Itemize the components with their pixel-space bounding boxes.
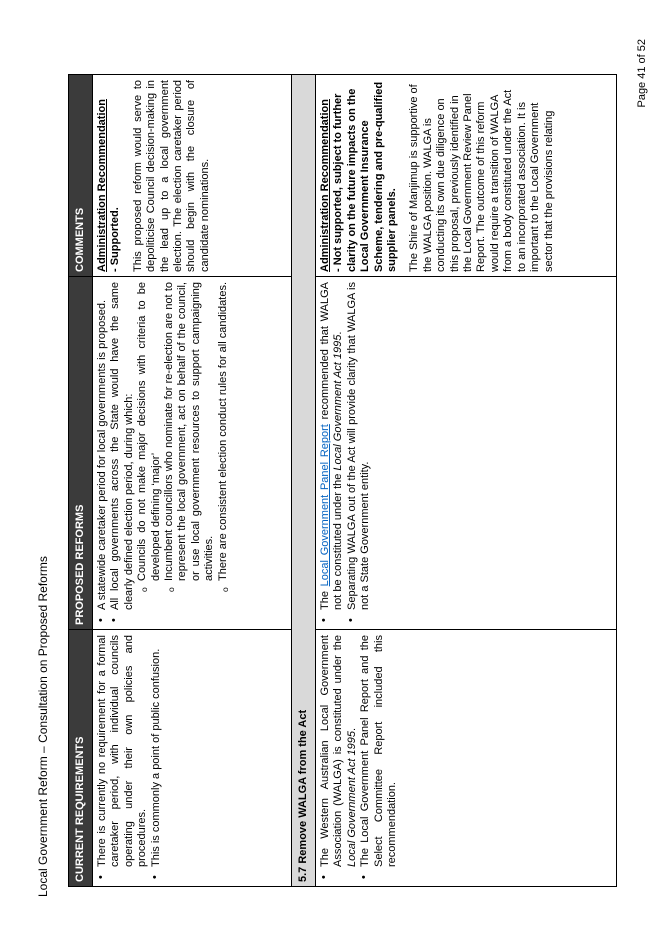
page-number: Page 41 of 52 [636,39,648,108]
section-header-row-5-7 [292,75,316,887]
cell-caretaker-current [93,630,292,887]
cell-caretaker-comments [93,75,292,277]
admin-recommendation-verdict: - Not supported, subject to further clarity on the future impacts on the Local Government Insurance Scheme, tendering and pre-qualified supplier panels. [332,81,399,272]
act-name-italic: Local Government Act 1995 [345,731,358,867]
sub-bullet-item: o Councils do not make major decisions with criteria to be developed defining ‘major’ [136,282,163,596]
bullet-list [96,635,163,882]
comments-paragraph: The Shire of Manjimup is supportive of the WALGA position. WALGA is conducting its own due diligence on this proposal, previously identified in the Local Government Review Panel Report. The outcome of this reform would require a transition of WALGA from a body constituted under the Act to an incorporated association. It is important to the Local Government sector that the provisions relating [408,84,555,272]
bullet-item: • The Local Government Panel Report and the Select Committee Report included this recommendation. [359,635,399,882]
text-segment: . [345,727,358,732]
sub-bullet-item: o There are consistent election conduct rules for all candidates. [217,282,230,596]
bullet-item: • There is currently no requirement for a formal caretaker period, with individual councils operating under their own policies and procedures. [96,635,150,882]
act-name-italic: Local Government Act 1995 [332,334,345,471]
cell-walga-comments [316,75,617,277]
column-header-proposed-reforms: PROPOSED REFORMS [69,277,93,630]
bullet-item: • A statewide caretaker period for local governments is proposed. [96,282,109,625]
admin-recommendation-verdict: - Supported. [109,207,122,272]
table-header-row [69,75,93,887]
bullet-list [319,635,399,882]
text-segment: The [319,586,331,610]
document-header-title: Local Government Reform – Consultation on Proposed Reforms [36,556,50,897]
admin-recommendation-heading: Administration Recommendation [319,99,331,272]
bullet-item [319,282,346,625]
bullet-item: • This is commonly a point of public confusion. [150,635,163,882]
text-segment: . [332,331,345,335]
bullet-item: • All local governments across the State would have the same clearly defined election period, during which: [109,282,136,625]
bullet-list [319,282,373,625]
bullet-list [96,282,230,625]
section-header-label: 5.7 Remove WALGA from the Act [292,75,316,887]
column-header-comments: COMMENTS [69,75,93,277]
reform-consultation-table [68,74,617,887]
bullet-item: • Separating WALGA out of the Act will provide clarity that WALGA is not a State Government entity. [346,282,373,625]
sub-bullet-item: o Incumbent councillors who nominate for re-election are not to represent the local government, act on behalf of the council, or use local government resources to support campaigning activities. [163,282,217,596]
admin-recommendation-heading: Administration Recommendation [96,99,108,272]
table-row-remove-walga [316,75,617,887]
text-segment: The Western Australian Local Government Association (WALGA) is constituted under the [319,635,345,867]
cell-caretaker-proposed [93,277,292,630]
text-segment: recommended that WALGA not be constituted under the [319,282,345,610]
cell-walga-proposed [316,277,617,630]
panel-report-link[interactable]: Local Government Panel Report [319,424,331,587]
table-row-caretaker-period [93,75,292,887]
bullet-item [319,635,359,882]
cell-walga-current [316,630,617,887]
column-header-current-requirements: CURRENT REQUIREMENTS [69,630,93,887]
comments-paragraph: This proposed reform would serve to depoliticise Council decision-making in the lead up to a local government election. The election caretaker period should begin with the closure of candidate nominations. [131,80,211,272]
